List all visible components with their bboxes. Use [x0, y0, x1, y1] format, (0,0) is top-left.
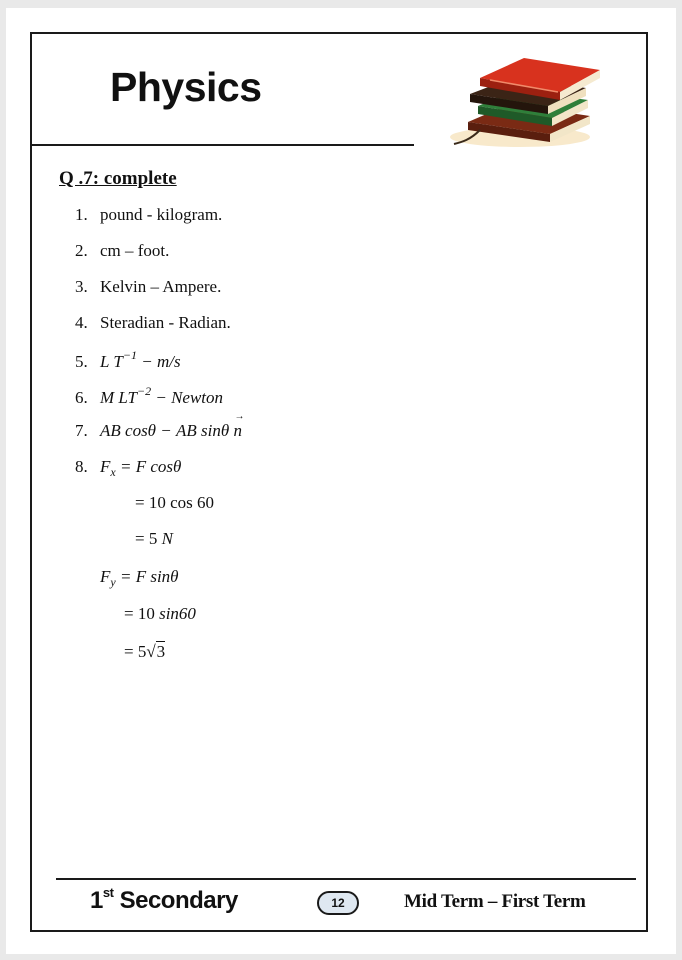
list-item	[75, 313, 231, 333]
list-item	[75, 384, 223, 408]
math-line: = 5 N	[135, 529, 173, 548]
math-expression: AB cosθ − AB sinθ → n	[100, 421, 242, 440]
unit-vector: → n	[233, 421, 242, 441]
footer-divider	[56, 878, 636, 880]
header-divider	[32, 144, 414, 146]
item-number: 6.	[75, 388, 88, 407]
question-heading: Q .7: complete	[59, 168, 177, 189]
item-text: Kelvin – Ampere.	[100, 277, 222, 296]
page-number-badge: 12	[317, 891, 359, 915]
list-item	[75, 421, 242, 441]
list-item	[75, 348, 181, 372]
list-item	[75, 277, 221, 297]
math-line: = 10 sin60	[124, 604, 196, 623]
item-text: pound - kilogram.	[100, 205, 223, 224]
list-item	[75, 241, 169, 261]
math-expression: L $T^{-1} - m/s$	[100, 348, 181, 371]
item-text: Steradian - Radian.	[100, 313, 231, 332]
books-stack-icon	[440, 42, 610, 154]
page-border	[30, 32, 648, 932]
footer-term: Mid Term – First Term	[404, 891, 586, 912]
item-number: 5.	[75, 352, 88, 371]
item-number: 3.	[75, 277, 88, 296]
item-number: 8.	[75, 457, 88, 476]
footer-grade: 1st Secondary	[90, 885, 238, 914]
list-item	[75, 205, 222, 225]
item-number: 7.	[75, 421, 88, 440]
math-expression: M $LT^{-2}$ − Newton	[100, 384, 224, 407]
math-line: = 10 cos 60	[135, 493, 214, 512]
item-text: cm – foot.	[100, 241, 170, 260]
item-number: 2.	[75, 241, 88, 260]
math-line: $F_y = F$ sinθ	[100, 567, 179, 589]
item-number: 1.	[75, 205, 88, 224]
list-item	[75, 457, 181, 480]
math-expression: $F_x = F$ cosθ	[100, 457, 182, 479]
page-title: Physics	[110, 64, 262, 110]
math-line: = 5√3	[124, 642, 166, 661]
item-number: 4.	[75, 313, 88, 332]
